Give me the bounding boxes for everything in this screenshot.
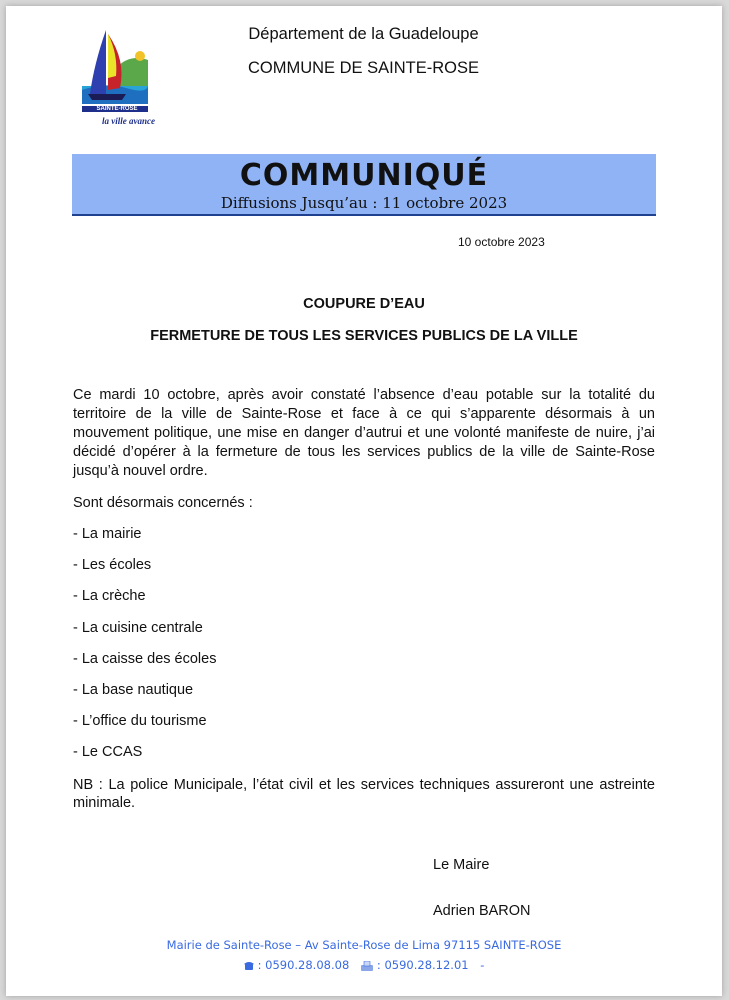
footer-trailing: - [480,958,485,972]
footer-address: Mairie de Sainte-Rose – Av Sainte-Rose de Lima 97115 SAINTE-ROSE [166,938,562,952]
signature-role: Le Maire [433,857,490,873]
list-item: - La base nautique [73,681,194,698]
list-item: - L’office du tourisme [73,713,207,730]
document-page [6,6,722,996]
fax-icon [361,961,373,971]
footer-fax: : 0590.28.12.01 [376,958,469,972]
list-item: - La caisse des écoles [73,650,217,667]
footer-phone: : 0590.28.08.08 [257,958,350,972]
document-date: 10 octobre 2023 [458,235,545,249]
subject-line-2: FERMETURE DE TOUS LES SERVICES PUBLICS DE LA VILLE [150,328,578,344]
body-paragraph: Ce mardi 10 octobre, après avoir constaté l’absence d’eau potable sur la totalité du territoire de la ville de Sainte-Rose et face à ce qui s’apparente désormais à un mouvement politique, une mise en danger d’autrui et une volonté manifeste de nuire, j’ai décidé d’opérer à la fermeture de tous les services publics de la ville de Sainte-Rose jusqu’à nouvel ordre. [73,387,655,479]
logo-town-name: SAINTE-ROSE [96,106,138,112]
nb-note: NB : La police Municipale, l’état civil et les services techniques assureront une astreinte minimale. [73,777,655,811]
concerned-intro: Sont désormais concernés : [73,495,253,511]
list-item: - La cuisine centrale [73,619,203,636]
telephone-icon [244,961,254,971]
logo-slogan: la ville avance [102,116,155,126]
footer-contacts [72,958,656,972]
list-item: - La crèche [73,588,146,605]
signature-name: Adrien BARON [433,903,531,919]
services-list [73,526,216,776]
banner-title: COMMUNIQUÉ [239,158,489,193]
list-item: - Les écoles [73,557,152,574]
commune-name: COMMUNE DE SAINTE-ROSE [247,59,480,77]
banner-subtitle: Diffusions Jusqu’au : 11 octobre 2023 [220,194,508,212]
list-item: - Le CCAS [73,744,143,761]
subject-line-1: COUPURE D’EAU [303,296,425,312]
communique-banner [72,154,656,216]
list-item: - La mairie [73,526,142,542]
department-name: Département de la Guadeloupe [248,25,479,43]
